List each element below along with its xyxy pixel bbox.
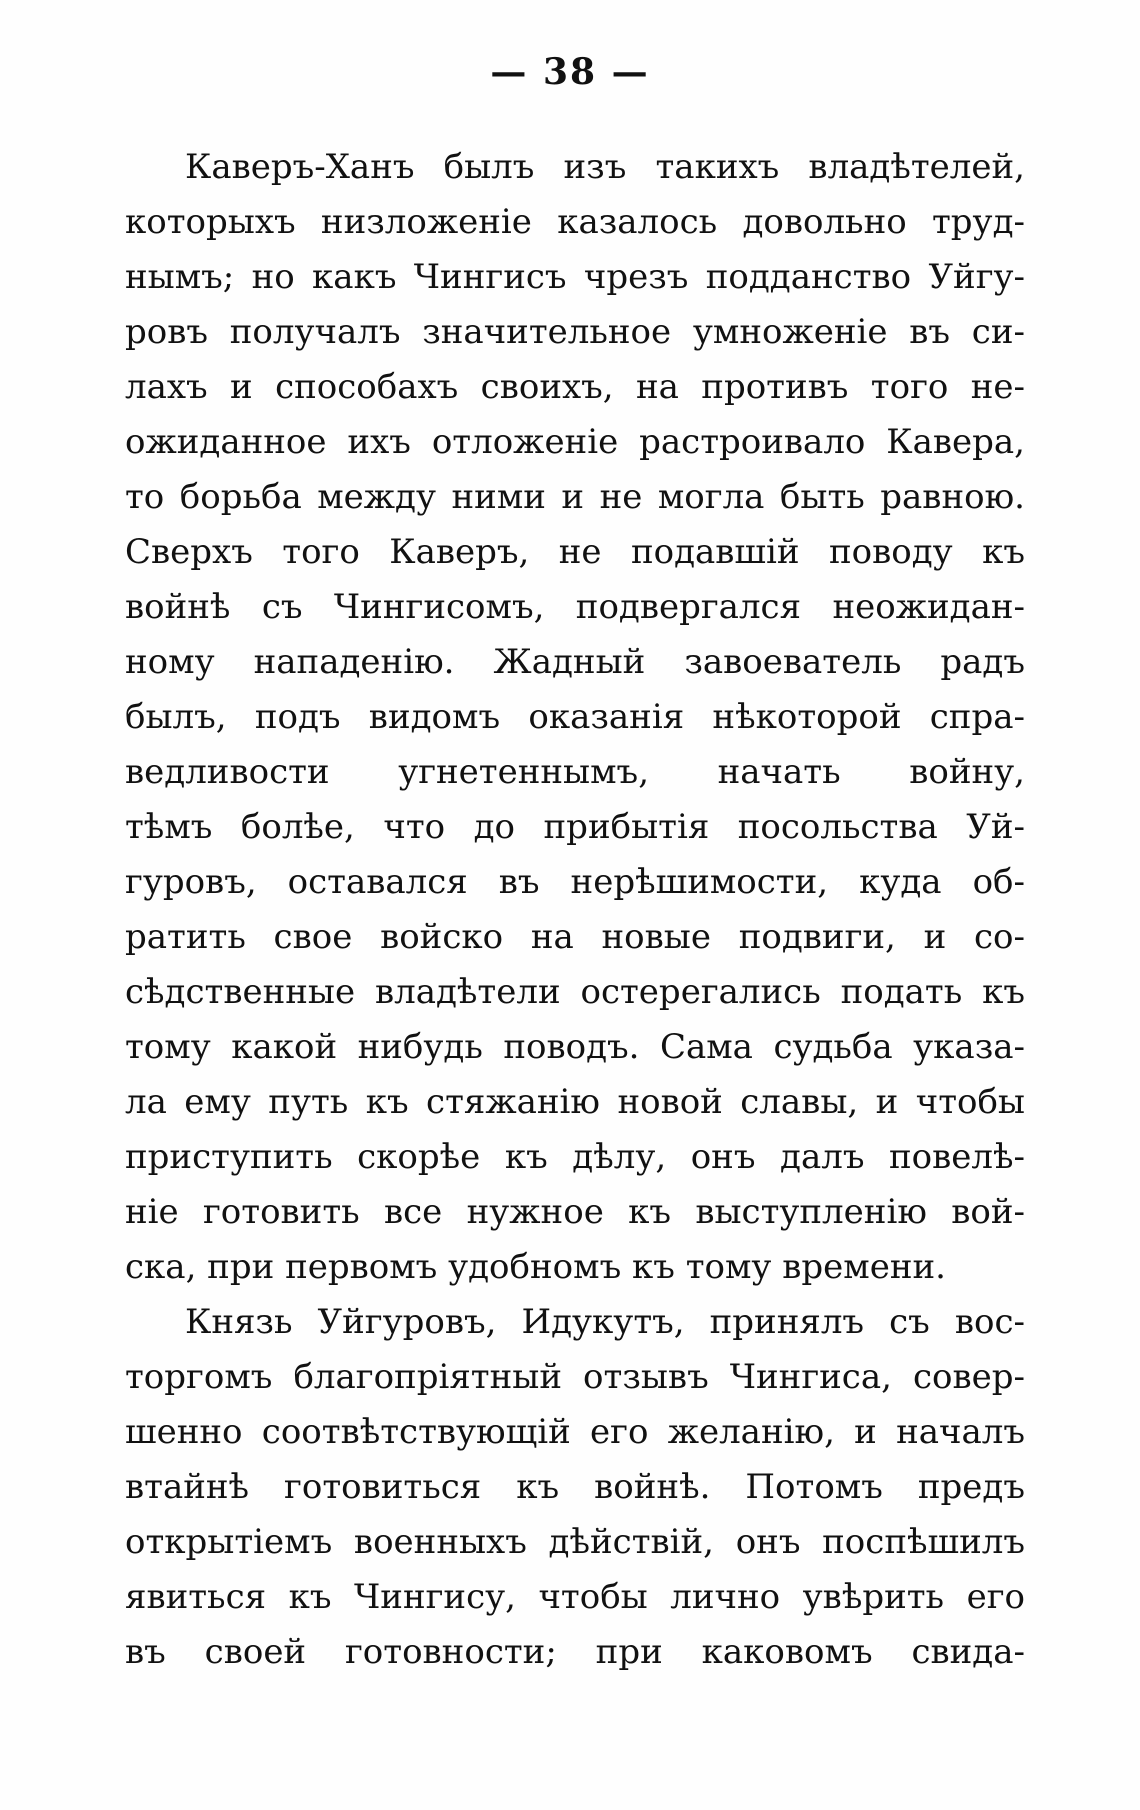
text-line: былъ, подъ видомъ оказанія нѣкоторой спра-	[125, 697, 1025, 737]
text-line: гуровъ, оставался въ нерѣшимости, куда об-	[125, 862, 1025, 902]
text-line: ному нападенію. Жадный завоеватель радъ	[125, 642, 1025, 682]
text-line: въ своей готовности; при каковомъ свида-	[125, 1632, 1025, 1672]
page-number-header: — 38 —	[490, 51, 650, 93]
text-line: ска, при первомъ удобномъ къ тому времени.	[125, 1247, 946, 1287]
text-line: тѣмъ болѣе, что до прибытія посольства Уй-	[125, 807, 1025, 847]
text-line: которыхъ низложеніе казалось довольно труд-	[125, 202, 1025, 242]
text-line: приступить скорѣе къ дѣлу, онъ далъ повелѣ-	[125, 1137, 1025, 1177]
text-line: Каверъ-Ханъ былъ изъ такихъ владѣтелей,	[185, 147, 1025, 187]
text-line: ожиданное ихъ отложеніе растроивало Кавера,	[125, 422, 1025, 462]
text-line: то борьба между ними и не могла быть равною.	[125, 477, 1025, 517]
text-line: шенно соотвѣтствующій его желанію, и началъ	[125, 1412, 1025, 1452]
text-line: ратить свое войско на новые подвиги, и со-	[125, 917, 1025, 957]
text-line: Князь Уйгуровъ, Идукутъ, принялъ съ вос-	[185, 1302, 1025, 1342]
paragraph-1	[125, 140, 1025, 1295]
text-line: явиться къ Чингису, чтобы лично увѣрить его	[125, 1577, 1025, 1617]
text-line: торгомъ благопріятный отзывъ Чингиса, совер-	[125, 1357, 1025, 1397]
text-line: ровъ получалъ значительное умноженіе въ си-	[125, 312, 1025, 352]
text-line: сѣдственные владѣтели остерегались подать къ	[125, 972, 1025, 1012]
text-line: ла ему путь къ стяжанію новой славы, и чтобы	[125, 1082, 1025, 1122]
text-line: открытіемъ военныхъ дѣйствій, онъ поспѣшилъ	[125, 1522, 1025, 1562]
body-text	[125, 140, 1025, 1680]
text-line: лахъ и способахъ своихъ, на противъ того не-	[125, 367, 1025, 407]
text-line: Сверхъ того Каверъ, не подавшій поводу къ	[125, 532, 1025, 572]
text-line: войнѣ съ Чингисомъ, подвергался неожидан-	[125, 587, 1025, 627]
text-line: ніе готовить все нужное къ выступленію вой-	[125, 1192, 1025, 1232]
text-line: нымъ; но какъ Чингисъ чрезъ подданство Уйгу-	[125, 257, 1025, 297]
text-line: тому какой нибудь поводъ. Сама судьба указа-	[125, 1027, 1025, 1067]
paragraph-2	[125, 1295, 1025, 1680]
text-line: втайнѣ готовиться къ войнѣ. Потомъ предъ	[125, 1467, 1025, 1507]
text-line: ведливости угнетеннымъ, начать войну,	[125, 752, 1025, 792]
